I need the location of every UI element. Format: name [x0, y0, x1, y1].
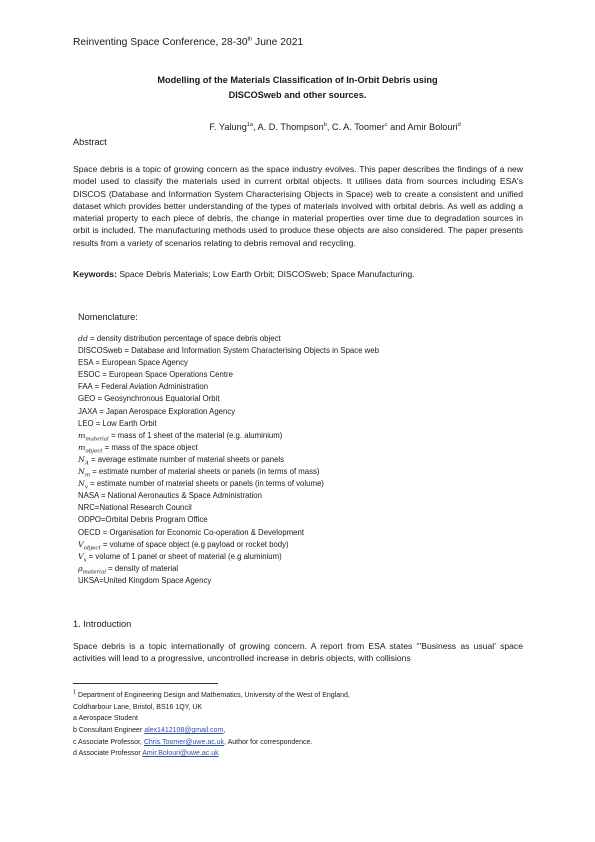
- author-3-affil: c: [384, 121, 388, 128]
- author-4: and Amir Bolouri: [387, 122, 458, 132]
- email-link[interactable]: Amir.Bolouri@uwe.ac.uk: [142, 750, 219, 758]
- introduction-body: Space debris is a topic internationally of growing concern. A report from ESA states "'Business as usual' space activities will lead to a progressive, uncontrolled increase in debris objects, with collisions: [73, 641, 523, 664]
- footnote-text: d Associate Professor: [73, 750, 143, 758]
- nomenclature-definition: = mass of the space object: [102, 442, 198, 452]
- author-1-affil: 1a: [246, 121, 253, 128]
- nomenclature-item: [78, 430, 518, 442]
- nomenclature-list: [78, 333, 518, 587]
- footnote-line: [73, 713, 523, 725]
- nomenclature-item: [78, 539, 518, 551]
- author-3: , C. A. Toomer: [326, 122, 385, 132]
- nomenclature-item: [78, 551, 518, 563]
- nomenclature-item: [78, 369, 518, 381]
- footnote-line: [73, 737, 523, 749]
- nomenclature-item: [78, 454, 518, 466]
- nomenclature-symbol: $m_{material}$: [78, 430, 109, 443]
- nomenclature-item: [78, 345, 518, 357]
- footnote-text: b Consultant Engineer: [73, 727, 145, 735]
- footnote-text-suffix: ,: [223, 727, 226, 735]
- title-line-2: DISCOSweb and other sources.: [228, 90, 367, 100]
- nomenclature-symbol: $V_s$: [78, 551, 87, 564]
- email-link[interactable]: alex1412108@gmail.com: [144, 727, 224, 735]
- nomenclature-symbol: dd: [78, 334, 88, 343]
- nomenclature-definition: OECD = Organisation for Economic Co-operation & Development: [78, 527, 304, 537]
- footnote-text: Department of Engineering Design and Mathematics, University of the West of England,: [76, 692, 350, 699]
- footnote-text: Coldharbour Lane, Bristol, BS16 1QY, UK: [73, 703, 203, 711]
- introduction-heading: 1. Introduction: [73, 619, 132, 629]
- nomenclature-item: [78, 575, 518, 587]
- nomenclature-definition: = volume of space object (e.g payload or rocket body): [100, 539, 289, 549]
- nomenclature-definition: = volume of 1 panel or sheet of material (e.g aluminium): [86, 551, 282, 561]
- footnote-text: a Aerospace Student: [73, 715, 138, 723]
- nomenclature-item: [78, 514, 518, 526]
- nomenclature-definition: FAA = Federal Aviation Administration: [78, 382, 209, 392]
- nomenclature-definition: = average estimate number of material sheets or panels: [88, 454, 285, 464]
- footnote-text-suffix: , Author for correspondence.: [224, 738, 313, 746]
- keywords-text: Space Debris Materials; Low Earth Orbit; DISCOSweb; Space Manufacturing.: [116, 269, 415, 279]
- footnotes: [73, 690, 523, 760]
- nomenclature-definition: DISCOSweb = Database and Information System Characterising Objects in Space web: [78, 346, 379, 356]
- nomenclature-definition: JAXA = Japan Aerospace Exploration Agency: [78, 406, 236, 416]
- nomenclature-symbol: $V_{object}$: [78, 539, 101, 552]
- author-1: F. Yalung: [209, 122, 247, 132]
- title-line-1: Modelling of the Materials Classification of In-Orbit Debris using: [157, 75, 438, 85]
- nomenclature-definition: ODPO=Orbital Debris Program Office: [78, 515, 208, 525]
- footnote-divider: [73, 683, 218, 684]
- author-2-affil: b: [323, 121, 327, 128]
- paper-title: [0, 73, 595, 103]
- nomenclature-item: [78, 418, 518, 430]
- nomenclature-definition: = density distribution percentage of space debris object: [87, 334, 281, 343]
- footnote-line: [73, 748, 523, 760]
- nomenclature-definition: = estimate number of material sheets or panels (in terms of mass): [90, 467, 320, 477]
- nomenclature-item: [78, 502, 518, 514]
- keywords-label: Keywords:: [73, 269, 117, 279]
- author-list: [0, 122, 595, 132]
- author-2: , A. D. Thompson: [252, 122, 324, 132]
- nomenclature-item: [78, 393, 518, 405]
- nomenclature-definition: LEO = Low Earth Orbit: [78, 418, 157, 428]
- nomenclature-definition: NASA = National Aeronautics & Space Administration: [78, 491, 262, 501]
- nomenclature-symbol: $N_m$: [78, 467, 91, 479]
- header-text: Reinventing Space Conference, 28-30th June 2021: [73, 36, 304, 48]
- nomenclature-symbol: $N_v$: [78, 479, 88, 491]
- nomenclature-definition: ESOC = European Space Operations Centre: [78, 370, 233, 380]
- footnote-line: [73, 702, 523, 714]
- nomenclature-definition: UKSA=United Kingdom Space Agency: [78, 575, 212, 585]
- footnote-line: [73, 725, 523, 737]
- nomenclature-item: [78, 406, 518, 418]
- nomenclature-definition: GEO = Geosynchronous Equatorial Orbit: [78, 394, 220, 404]
- abstract-heading: Abstract: [73, 137, 107, 147]
- nomenclature-item: [78, 333, 518, 345]
- nomenclature-definition: ESA = European Space Agency: [78, 358, 188, 368]
- nomenclature-item: [78, 527, 518, 539]
- footnote-marker: 1: [73, 689, 77, 696]
- running-header: [73, 37, 303, 48]
- abstract-body: Space debris is a topic of growing concern as the space industry evolves. This paper describes the findings of a new model used to classify the materials used in current orbital objects. It utilises data from sources including ESA's DISCOS (Database and Information System Characterising Objects in Space) web to create a consistent and unified dataset which provides better understanding of the types of materials involved with orbital debris. As well as adding a material property to each piece of debris, the change in material properties over time due to degradation sources in orbit is included. The manufacturing methods used to produce these objects are also considered. The paper presents results from a variety of scenarios relating to debris removal and recycling.: [73, 164, 523, 248]
- nomenclature-symbol: $\rho_{material}$: [78, 563, 106, 576]
- nomenclature-symbol: $m_{object}$: [78, 442, 103, 455]
- nomenclature-item: [78, 381, 518, 393]
- nomenclature-item: [78, 466, 518, 478]
- nomenclature-item: [78, 442, 518, 454]
- footnote-text: c Associate Professor,: [73, 738, 144, 746]
- nomenclature-item: [78, 357, 518, 369]
- nomenclature-definition: NRC=National Research Council: [78, 503, 192, 513]
- nomenclature-item: [78, 478, 518, 490]
- nomenclature-item: [78, 563, 518, 575]
- nomenclature-heading: Nomenclature:: [78, 312, 138, 322]
- footnote-line: [73, 690, 523, 702]
- author-4-affil: d: [457, 121, 461, 128]
- nomenclature-symbol: $N_A$: [78, 454, 89, 467]
- nomenclature-definition: = mass of 1 sheet of the material (e.g. aluminium): [108, 430, 283, 440]
- nomenclature-item: [78, 490, 518, 502]
- keywords: [73, 269, 523, 279]
- nomenclature-definition: = density of material: [105, 563, 179, 573]
- nomenclature-definition: = estimate number of material sheets or panels (in terms of volume): [87, 479, 324, 489]
- email-link[interactable]: Chris.Toomer@uwe.ac.uk: [143, 738, 225, 746]
